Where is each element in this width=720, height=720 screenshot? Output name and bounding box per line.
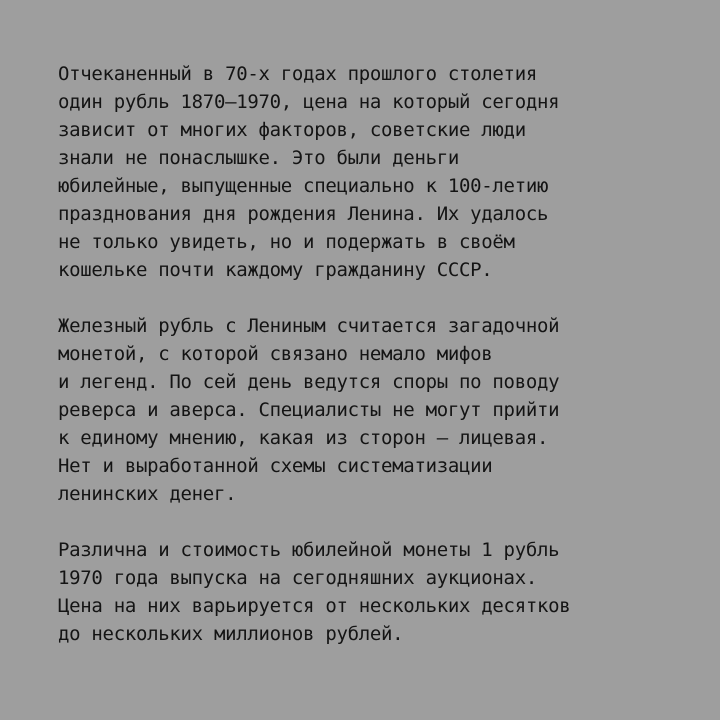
text-line: юбилейные, выпущенные специально к 100-летию (58, 175, 549, 197)
article-text (58, 60, 698, 676)
text-line: Отчеканенный в 70-х годах прошлого столетия (58, 63, 537, 85)
text-line: кошельке почти каждому гражданину СССР. (58, 259, 493, 281)
paragraph-1 (58, 60, 698, 284)
text-line: один рубль 1870–1970, цена на который сегодня (58, 91, 560, 113)
text-line: празднования дня рождения Ленина. Их удалось (58, 203, 549, 225)
text-line: 1970 года выпуска на сегодняшних аукционах. (58, 567, 537, 589)
text-line: и легенд. По сей день ведутся споры по поводу (58, 371, 560, 393)
paragraph-2 (58, 312, 698, 508)
text-line: до нескольких миллионов рублей. (58, 623, 404, 645)
text-line: Цена на них варьируется от нескольких десятков (58, 595, 571, 617)
text-line: Нет и выработанной схемы систематизации (58, 455, 493, 477)
text-line: реверса и аверса. Специалисты не могут прийти (58, 399, 560, 421)
text-line: ленинских денег. (58, 483, 237, 505)
text-line: к единому мнению, какая из сторон — лицевая. (58, 427, 549, 449)
text-line: не только увидеть, но и подержать в своём (58, 231, 515, 253)
text-line: Железный рубль с Лениным считается загадочной (58, 315, 560, 337)
text-line: Различна и стоимость юбилейной монеты 1 рубль (58, 539, 560, 561)
text-line: знали не понаслышке. Это были деньги (58, 147, 460, 169)
text-line: монетой, с которой связано немало мифов (58, 343, 493, 365)
text-line: зависит от многих факторов, советские люди (58, 119, 526, 141)
paragraph-3 (58, 536, 698, 648)
